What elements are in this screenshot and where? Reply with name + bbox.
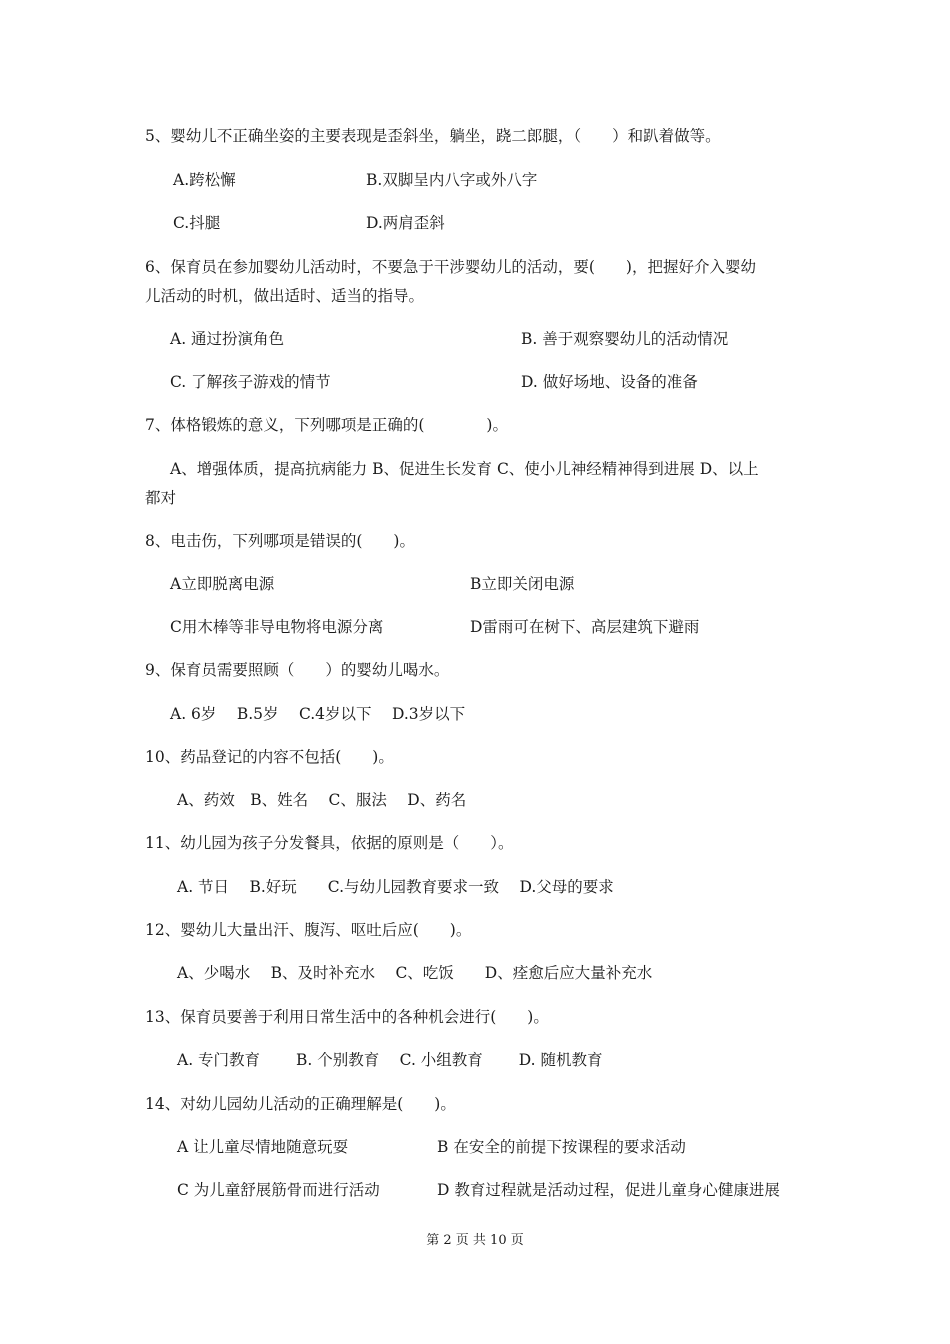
question-5: 5、婴幼儿不正确坐姿的主要表现是歪斜坐，躺坐，跷二郎腿，（ ）和趴着做等。	[145, 127, 721, 145]
q8-option-a: A立即脱离电源	[170, 575, 275, 593]
q5-option-a: A.跨松懈	[173, 171, 236, 189]
q6-option-c: C. 了解孩子游戏的情节	[170, 373, 331, 391]
q8-option-b: B立即关闭电源	[470, 575, 575, 593]
q7-options-line-2: 都对	[145, 489, 177, 507]
question-14: 14、对幼儿园幼儿活动的正确理解是( )。	[145, 1095, 456, 1113]
question-12: 12、婴幼儿大量出汗、腹泻、呕吐后应( )。	[145, 921, 472, 939]
q14-option-c: C 为儿童舒展筋骨而进行活动	[177, 1181, 380, 1199]
page-footer: 第 2 页 共 10 页	[426, 1233, 524, 1248]
q5-option-c: C.抖腿	[173, 214, 221, 232]
q5-option-b: B.双脚呈内八字或外八字	[366, 171, 538, 189]
q14-option-b: B 在安全的前提下按课程的要求活动	[437, 1138, 686, 1156]
q9-options: A. 6岁 B.5岁 C.4岁以下 D.3岁以下	[170, 705, 466, 723]
question-8: 8、电击伤，下列哪项是错误的( )。	[145, 532, 415, 550]
q6-option-d: D. 做好场地、设备的准备	[521, 373, 698, 391]
q13-options: A. 专门教育 B. 个别教育 C. 小组教育 D. 随机教育	[177, 1051, 603, 1069]
q14-option-d: D 教育过程就是活动过程，促进儿童身心健康进展	[437, 1181, 780, 1199]
q12-options: A、少喝水 B、及时补充水 C、吃饭 D、痊愈后应大量补充水	[177, 964, 653, 982]
question-13: 13、保育员要善于利用日常生活中的各种机会进行( )。	[145, 1008, 549, 1026]
q7-options-line-1: A、增强体质，提高抗病能力 B、促进生长发育 C、使小儿神经精神得到进展 D、以上	[170, 460, 759, 478]
q6-option-b: B. 善于观察婴幼儿的活动情况	[521, 330, 729, 348]
q10-options: A、药效 B、姓名 C、服法 D、药名	[177, 791, 467, 809]
q5-option-d: D.两肩歪斜	[366, 214, 445, 232]
q8-option-c: C用木棒等非导电物将电源分离	[170, 618, 384, 636]
question-6-line-1: 6、保育员在参加婴幼儿活动时，不要急于干涉婴幼儿的活动，要( )，把握好介入婴幼	[145, 258, 756, 276]
question-11: 11、幼儿园为孩子分发餐具，依据的原则是（ ）。	[145, 834, 514, 852]
q11-options: A. 节日 B.好玩 C.与幼儿园教育要求一致 D.父母的要求	[177, 878, 614, 896]
question-9: 9、保育员需要照顾（ ）的婴幼儿喝水。	[145, 661, 450, 679]
q8-option-d: D雷雨可在树下、高层建筑下避雨	[470, 618, 700, 636]
q14-option-a: A 让儿童尽情地随意玩耍	[177, 1138, 349, 1156]
question-7: 7、体格锻炼的意义，下列哪项是正确的( )。	[145, 416, 508, 434]
question-6-line-2: 儿活动的时机，做出适时、适当的指导。	[145, 287, 425, 305]
q6-option-a: A. 通过扮演角色	[170, 330, 285, 348]
question-10: 10、药品登记的内容不包括( )。	[145, 748, 394, 766]
